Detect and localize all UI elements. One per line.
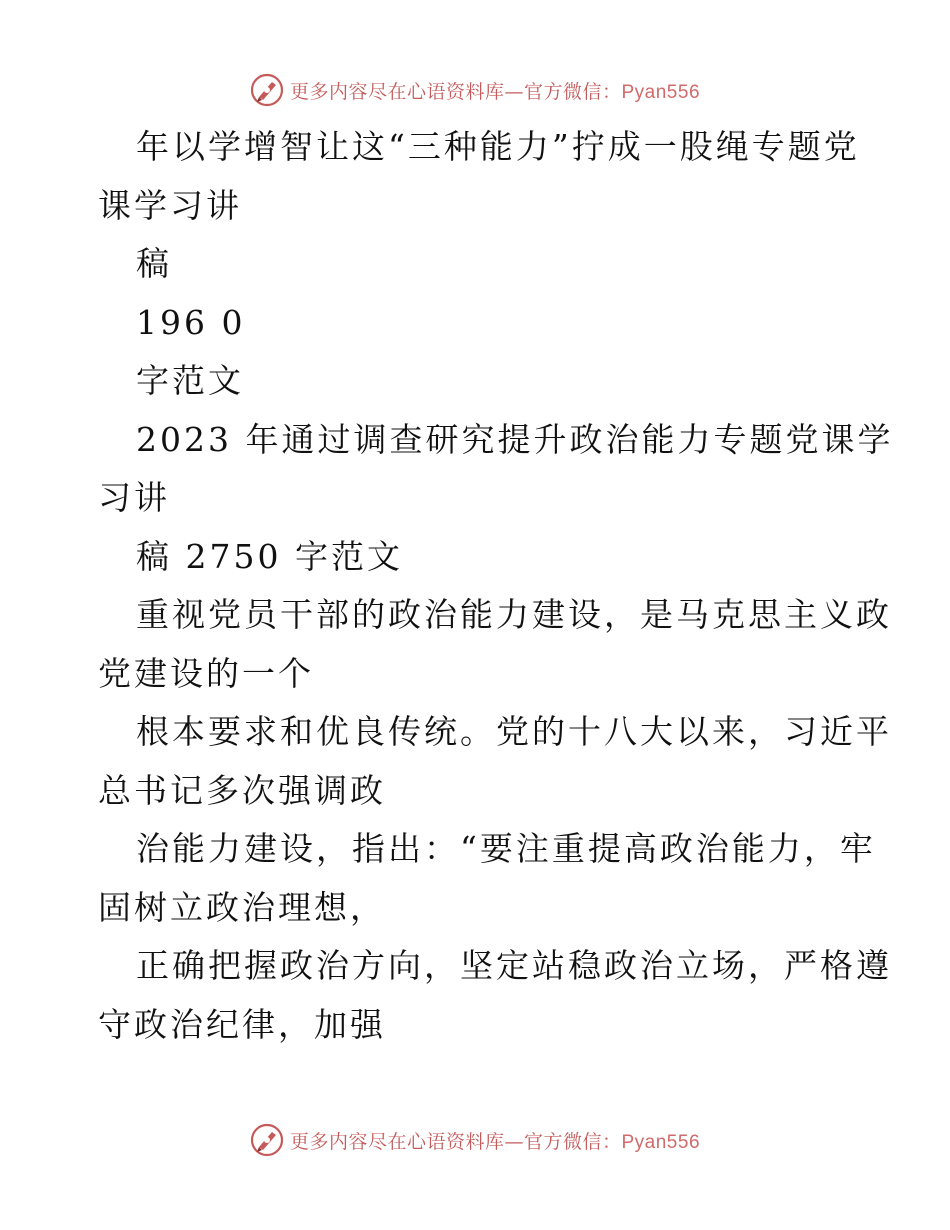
header-watermark: [0, 70, 950, 110]
text-line: 总书记多次强调政: [98, 770, 386, 810]
footer-watermark: [0, 1120, 950, 1160]
text-line: 习讲: [98, 478, 170, 517]
text-line: 年以学增智让这“三种能力”拧成一股绳专题党: [136, 127, 860, 166]
pen-logo-icon: [250, 1123, 284, 1157]
watermark-handle: Pyan556: [621, 1131, 701, 1153]
watermark-handle: Pyan556: [621, 81, 701, 103]
text-line: 守政治纪律，加强: [98, 1004, 386, 1044]
text-line: 党建设的一个: [98, 653, 314, 693]
text-line: 2023 年通过调查研究提升政治能力专题党课学: [136, 419, 894, 459]
text-line: 固树立政治理想，: [98, 887, 386, 927]
text-line: 重视党员干部的政治能力建设，是马克思主义政: [136, 595, 892, 634]
watermark-text: 更多内容尽在心语资料库—官方微信：Pyan556: [289, 80, 701, 103]
pen-logo-icon: [250, 73, 284, 107]
text-line: 字范文: [136, 361, 244, 400]
text-line: 正确把握政治方向，坚定站稳政治立场，严格遵: [136, 946, 892, 985]
text-line: 根本要求和优良传统。党的十八大以来，习近平: [136, 712, 892, 751]
text-line: 196 0: [136, 302, 246, 342]
watermark-text: 更多内容尽在心语资料库—官方微信：Pyan556: [289, 1130, 701, 1153]
text-line: 稿 2750 字范文: [136, 536, 403, 576]
text-line: 课学习讲: [98, 185, 242, 225]
text-line: 稿: [136, 244, 172, 283]
text-line: 治能力建设，指出：“要注重提高政治能力，牢: [136, 829, 876, 868]
document-body: [98, 118, 894, 1054]
